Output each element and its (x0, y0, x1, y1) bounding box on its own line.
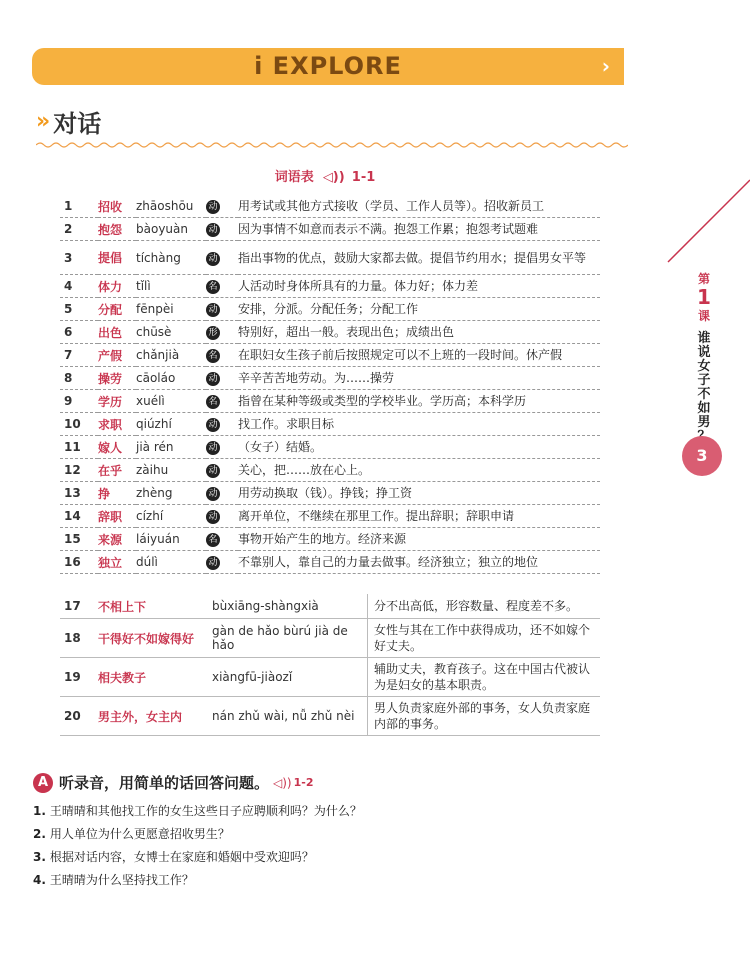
part-of-speech-badge: 名 (206, 349, 220, 363)
idiom-word: 干得好不如嫁得好 (98, 619, 212, 658)
vocab-pinyin: tíchàng (136, 241, 206, 275)
vocab-word: 分配 (98, 298, 136, 321)
vocab-pinyin: jià rén (136, 436, 206, 459)
vocab-word: 学历 (98, 390, 136, 413)
vocab-definition: （女子）结婚。 (238, 436, 600, 459)
idiom-word: 相夫教子 (98, 658, 212, 697)
vocab-word: 嫁人 (98, 436, 136, 459)
vocab-num: 15 (60, 528, 98, 551)
vocab-num: 13 (60, 482, 98, 505)
vocab-num: 5 (60, 298, 98, 321)
idiom-pinyin: xiàngfū-jiàozǐ (212, 658, 368, 697)
vocab-num: 1 (60, 195, 98, 218)
vocab-pinyin: zàihu (136, 459, 206, 482)
vocab-pinyin: qiúzhí (136, 413, 206, 436)
part-of-speech-badge: 动 (206, 510, 220, 524)
vocab-definition: 找工作。求职目标 (238, 413, 600, 436)
idiom-definition: 女性与其在工作中获得成功，还不如嫁个好丈夫。 (368, 619, 601, 658)
part-of-speech-badge: 动 (206, 441, 220, 455)
part-of-speech-badge: 动 (206, 303, 220, 317)
vocab-num: 12 (60, 459, 98, 482)
vocab-num: 7 (60, 344, 98, 367)
vocab-pinyin: zhāoshōu (136, 195, 206, 218)
question-num: 3. (33, 850, 46, 864)
vocab-definition: 因为事情不如意而表示不满。抱怨工作累；抱怨考试题难 (238, 218, 600, 241)
speaker-icon[interactable]: ◁)) (322, 170, 345, 185)
part-of-speech-badge: 动 (206, 200, 220, 214)
vocab-definition: 关心，把……放在心上。 (238, 459, 600, 482)
vocab-num: 4 (60, 275, 98, 298)
part-of-speech-badge: 动 (206, 223, 220, 237)
audio-track: 1-1 (351, 170, 376, 185)
vocab-pinyin: bàoyuàn (136, 218, 206, 241)
vocab-pinyin: chǎnjià (136, 344, 206, 367)
part-of-speech-badge: 名 (206, 395, 220, 409)
vocab-pinyin: tǐlì (136, 275, 206, 298)
vocab-word: 在乎 (98, 459, 136, 482)
idiom-pinyin: gàn de hǎo bùrú jià de hǎo (212, 619, 368, 658)
vocab-definition: 特别好，超出一般。表现出色；成绩出色 (238, 321, 600, 344)
question-text: 王晴晴为什么坚持找工作？ (49, 873, 194, 887)
part-of-speech-badge: 动 (206, 556, 220, 570)
vocab-num: 6 (60, 321, 98, 344)
vocab-definition: 事物开始产生的地方。经济来源 (238, 528, 600, 551)
vocab-definition: 用劳动换取（钱）。挣钱；挣工资 (238, 482, 600, 505)
vocab-num: 2 (60, 218, 98, 241)
lesson-title: 谁 说 女 子 不 如 男 (697, 331, 711, 430)
idiom-pinyin: bùxiāng-shàngxià (212, 594, 368, 619)
part-of-speech-badge: 动 (206, 252, 220, 266)
vocab-word: 来源 (98, 528, 136, 551)
idiom-definition: 分不出高低，形容数量、程度差不多。 (368, 594, 601, 619)
question-text: 用人单位为什么更愿意招收男生？ (49, 827, 230, 841)
vocab-num: 9 (60, 390, 98, 413)
vocab-definition: 指出事物的优点，鼓励大家都去做。提倡节约用水；提倡男女平等 (238, 241, 600, 275)
question-num: 4. (33, 873, 46, 887)
lesson-ke: 课 (697, 309, 710, 323)
vocab-pinyin: cízhí (136, 505, 206, 528)
vocab-definition: 辛辛苦苦地劳动。为……操劳 (238, 367, 600, 390)
vocab-pinyin: láiyuán (136, 528, 206, 551)
vocab-word: 求职 (98, 413, 136, 436)
chevron-right-icon[interactable]: › (601, 54, 610, 78)
vocab-pinyin: chūsè (136, 321, 206, 344)
vocab-num: 14 (60, 505, 98, 528)
idiom-word: 男主外，女主内 (98, 697, 212, 736)
vocab-definition: 人活动时身体所具有的力量。体力好；体力差 (238, 275, 600, 298)
task-badge: A (33, 773, 53, 793)
part-of-speech-badge: 名 (206, 533, 220, 547)
vocab-word: 挣 (98, 482, 136, 505)
idiom-definition: 男人负责家庭外部的事务，女人负责家庭内部的事务。 (368, 697, 601, 736)
vocab-word: 出色 (98, 321, 136, 344)
section-title: 对话 (53, 110, 102, 138)
question-text: 根据对话内容，女博士在家庭和婚姻中受欢迎吗？ (49, 850, 314, 864)
vocab-pinyin: fēnpèi (136, 298, 206, 321)
vocab-word: 体力 (98, 275, 136, 298)
vocab-num: 3 (60, 241, 98, 275)
vocab-word: 抱怨 (98, 218, 136, 241)
part-of-speech-badge: 动 (206, 487, 220, 501)
vocab-word: 产假 (98, 344, 136, 367)
question-text: 王晴晴和其他找工作的女生这些日子应聘顺利吗？为什么？ (49, 804, 362, 818)
vocab-num: 16 (60, 551, 98, 574)
lesson-di: 第 (697, 272, 710, 286)
idiom-num: 17 (60, 594, 98, 619)
audio-track: 1-2 (293, 776, 314, 789)
vocab-pinyin: xuélì (136, 390, 206, 413)
vocab-pinyin: dúlì (136, 551, 206, 574)
speaker-icon[interactable]: ◁)) (273, 775, 292, 790)
idiom-pinyin: nán zhǔ wài, nǚ zhǔ nèi (212, 697, 368, 736)
banner-title: i EXPLORE (254, 52, 402, 80)
vocab-pinyin: zhèng (136, 482, 206, 505)
vocab-pinyin: cāoláo (136, 367, 206, 390)
vocab-definition: 在职妇女生孩子前后按照规定可以不上班的一段时间。休产假 (238, 344, 600, 367)
part-of-speech-badge: 动 (206, 464, 220, 478)
part-of-speech-badge: 动 (206, 372, 220, 386)
vocab-word: 辞职 (98, 505, 136, 528)
vocab-word: 操劳 (98, 367, 136, 390)
vocab-definition: 安排，分派。分配任务；分配工作 (238, 298, 600, 321)
lesson-side-tab[interactable] (692, 270, 716, 444)
vocab-title: 词语表 (274, 170, 314, 185)
question-num: 1. (33, 804, 46, 818)
idiom-num: 18 (60, 619, 98, 658)
part-of-speech-badge: 动 (206, 418, 220, 432)
question-num: 2. (33, 827, 46, 841)
lesson-number: 1 (697, 285, 711, 309)
idiom-word: 不相上下 (98, 594, 212, 619)
vocab-definition: 用考试或其他方式接收（学员、工作人员等）。招收新员工 (238, 195, 600, 218)
page-number: 3 (682, 436, 722, 476)
part-of-speech-badge: 名 (206, 280, 220, 294)
idiom-num: 20 (60, 697, 98, 736)
part-of-speech-badge: 形 (206, 326, 220, 340)
task-title: 听录音，用简单的话回答问题。 (59, 774, 270, 792)
idiom-num: 19 (60, 658, 98, 697)
vocab-word: 提倡 (98, 241, 136, 275)
vocab-definition: 指曾在某种等级或类型的学校毕业。学历高；本科学历 (238, 390, 600, 413)
vocab-definition: 离开单位，不继续在那里工作。提出辞职；辞职申请 (238, 505, 600, 528)
vocab-num: 8 (60, 367, 98, 390)
vocab-word: 独立 (98, 551, 136, 574)
idiom-definition: 辅助丈夫，教育孩子。这在中国古代被认为是妇女的基本职责。 (368, 658, 601, 697)
vocab-word: 招收 (98, 195, 136, 218)
vocab-definition: 不靠别人，靠自己的力量去做事。经济独立；独立的地位 (238, 551, 600, 574)
vocab-num: 11 (60, 436, 98, 459)
double-chevron-icon: » (36, 109, 48, 134)
vocab-num: 10 (60, 413, 98, 436)
